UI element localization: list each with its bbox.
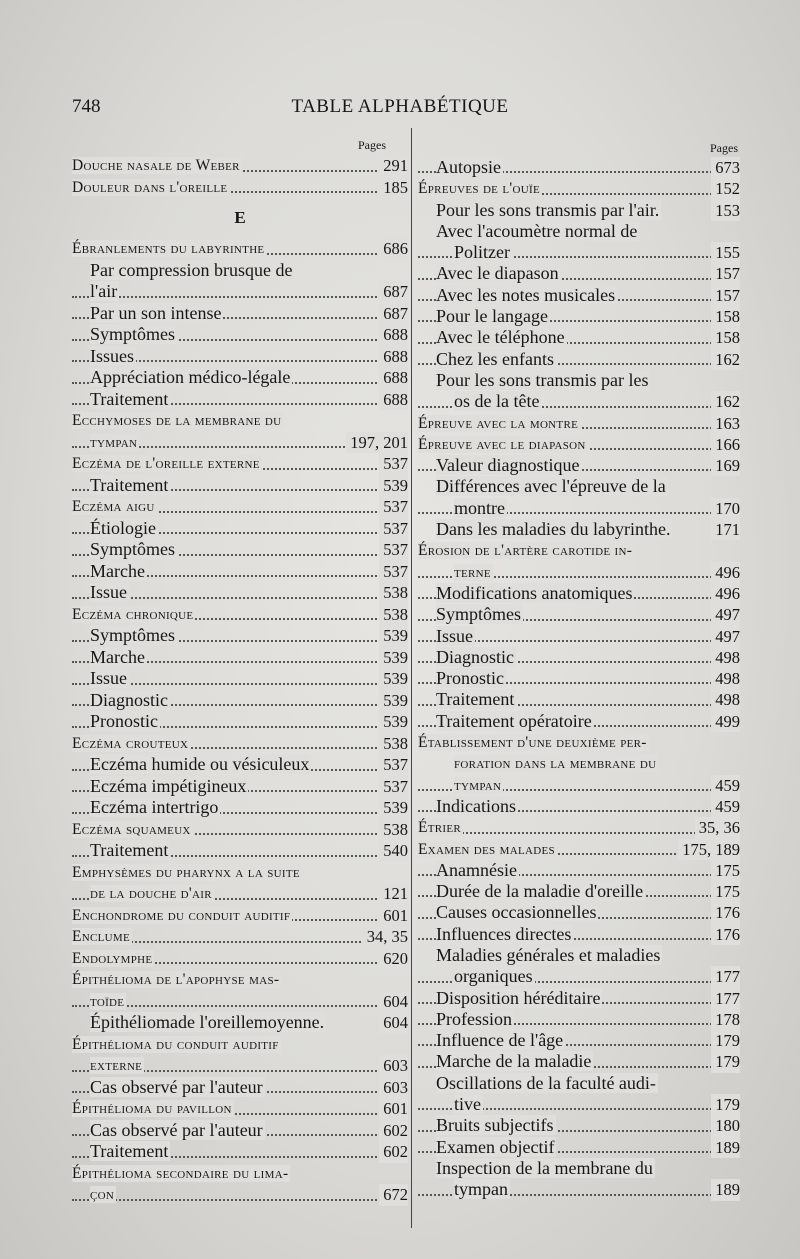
entry-page: 537 xyxy=(379,496,408,518)
index-entry xyxy=(418,1094,740,1115)
index-entry xyxy=(72,1098,408,1120)
entry-label: Avec le téléphone xyxy=(436,327,565,348)
entry-label: Étiologie xyxy=(90,517,156,538)
index-entry xyxy=(72,367,408,389)
entry-label: Épithéliomade l'oreillemoyenne. xyxy=(90,1012,325,1032)
entry-label: Eczéma squameux xyxy=(72,820,191,838)
dot-leader xyxy=(72,1197,408,1201)
entry-page: 687 xyxy=(379,281,408,303)
index-entry xyxy=(72,948,408,970)
entry-label: Par compression brusque de xyxy=(90,259,293,280)
index-entry xyxy=(418,924,740,945)
entry-label: Douche nasale de Weber xyxy=(72,157,240,174)
index-entry xyxy=(72,1141,408,1163)
index-entry xyxy=(72,604,408,626)
entry-label: Marche de la maladie xyxy=(436,1051,592,1072)
entry-page: 539 xyxy=(379,711,408,733)
entry-page: 179 xyxy=(711,1094,740,1115)
entry-page: 603 xyxy=(379,1055,408,1077)
entry-label: Avec l'acoumètre normal de xyxy=(436,220,638,241)
entry-label: Modifications anatomiques xyxy=(436,582,633,603)
entry-label: tive xyxy=(454,1094,481,1115)
entry-page: 180 xyxy=(711,1115,740,1136)
entry-page: 176 xyxy=(711,924,740,945)
entry-label: Épreuves de l'ouïe xyxy=(418,180,540,198)
entry-page: 179 xyxy=(711,1030,740,1051)
entry-label: Examen objectif xyxy=(436,1136,555,1157)
entry-label: tympan xyxy=(454,1179,508,1200)
index-entry xyxy=(72,797,408,819)
entry-label: Issues xyxy=(90,345,134,366)
entry-page: 539 xyxy=(379,625,408,647)
index-entry xyxy=(72,1055,408,1077)
entry-label: Symptômes xyxy=(90,539,176,559)
index-entry xyxy=(418,540,740,561)
entry-label: Enclume xyxy=(72,928,131,945)
entry-page: 498 xyxy=(711,668,740,689)
entry-label: Marche xyxy=(90,560,145,581)
entry-label: Pour le langage xyxy=(436,306,548,327)
index-entry xyxy=(418,668,740,689)
index-entry xyxy=(418,689,740,710)
page-number: 748 xyxy=(72,96,101,117)
entry-page: 291 xyxy=(379,155,408,177)
entry-page: 604 xyxy=(379,1012,408,1034)
entry-page: 603 xyxy=(379,1077,408,1099)
index-entry xyxy=(418,1137,740,1158)
entry-page: 537 xyxy=(379,539,408,561)
entry-page: 189 xyxy=(711,1137,740,1158)
entry-label: Eczéma aigu xyxy=(72,498,155,515)
entry-page: 538 xyxy=(379,604,408,626)
entry-page: 163 xyxy=(711,413,740,434)
entry-label: l'air xyxy=(90,281,118,301)
entry-label: Influence de l'âge xyxy=(436,1030,564,1051)
index-entry xyxy=(72,1163,408,1185)
index-entry xyxy=(72,840,408,862)
index-entry xyxy=(72,690,408,712)
entry-label: Symptômes xyxy=(90,324,176,344)
index-column-left xyxy=(72,135,408,1206)
entry-label: Eczéma chronique xyxy=(72,605,194,623)
entry-label: Dans les maladies du labyrinthe. xyxy=(436,519,671,540)
index-entry xyxy=(72,1012,408,1034)
entry-label: Cas observé par l'auteur xyxy=(90,1076,263,1097)
entry-label: Issue xyxy=(90,668,127,688)
entry-label: Traitement xyxy=(90,388,169,409)
entry-label: Pronostic xyxy=(90,711,159,731)
index-entry xyxy=(72,346,408,368)
index-entry xyxy=(418,604,740,625)
index-entry xyxy=(72,711,408,733)
index-entry xyxy=(72,1184,408,1206)
entry-label: Épreuve avec le diapason xyxy=(418,435,586,453)
entry-label: Oscillations de la faculté audi- xyxy=(436,1072,656,1093)
entry-page: 175 xyxy=(711,860,740,881)
entry-label: os de la tête xyxy=(454,391,540,412)
index-entry xyxy=(72,389,408,411)
entry-label: Eczéma crouteux xyxy=(72,734,189,752)
index-entry xyxy=(418,817,740,838)
entry-label: çon xyxy=(90,1186,115,1203)
entry-label: Douleur dans l'oreille xyxy=(72,178,228,196)
index-entry xyxy=(418,498,740,519)
entry-page: 497 xyxy=(711,626,740,647)
index-entry xyxy=(418,370,740,391)
entry-label: Symptômes xyxy=(90,625,176,645)
index-list-right xyxy=(418,157,740,1201)
index-entry xyxy=(418,1158,740,1179)
index-entry xyxy=(72,238,408,260)
entry-label: Autopsie xyxy=(436,157,501,177)
index-entry xyxy=(72,1120,408,1142)
index-entry xyxy=(418,306,740,327)
entry-label: Cas observé par l'auteur xyxy=(90,1119,263,1140)
entry-page: 121 xyxy=(379,883,408,905)
index-entry xyxy=(418,881,740,902)
entry-page: 158 xyxy=(711,306,740,327)
entry-label: externe xyxy=(90,1057,143,1074)
entry-label: Par un son intense xyxy=(90,302,222,323)
index-entry xyxy=(72,324,408,346)
index-entry xyxy=(72,625,408,647)
entry-page: 537 xyxy=(379,776,408,798)
entry-page: 157 xyxy=(711,263,740,284)
index-entry xyxy=(418,1073,740,1094)
entry-page: 171 xyxy=(711,519,740,540)
index-entry xyxy=(72,281,408,303)
entry-page: 497 xyxy=(711,604,740,625)
index-list-left xyxy=(72,155,408,1206)
entry-label: Différences avec l'épreuve de la xyxy=(436,476,666,497)
index-entry xyxy=(72,668,408,690)
index-entry xyxy=(72,1034,408,1056)
entry-label: Inspection de la membrane du xyxy=(436,1157,653,1178)
index-entry xyxy=(72,410,408,432)
entry-page: 498 xyxy=(711,689,740,710)
entry-page: 499 xyxy=(711,711,740,732)
entry-page: 178 xyxy=(711,1009,740,1030)
entry-label: Politzer xyxy=(454,242,510,263)
entry-label: Traitement xyxy=(90,474,169,495)
entry-label: Emphysèmes du pharynx a la suite xyxy=(72,863,300,881)
entry-label: Pour les sons transmis par les xyxy=(436,369,649,390)
entry-page: 601 xyxy=(379,905,408,927)
index-entry xyxy=(418,902,740,923)
index-entry xyxy=(418,157,740,178)
entry-page: 538 xyxy=(379,819,408,841)
entry-page: 688 xyxy=(379,346,408,368)
entry-label: Appréciation médico-légale xyxy=(90,367,291,387)
entry-page: 170 xyxy=(711,498,740,519)
entry-page: 539 xyxy=(379,797,408,819)
entry-label: Étrier xyxy=(418,819,462,837)
index-entry xyxy=(418,860,740,881)
entry-page: 169 xyxy=(711,455,740,476)
entry-page: 166 xyxy=(711,434,740,455)
index-entry xyxy=(418,221,740,242)
entry-page: 537 xyxy=(379,518,408,540)
entry-page: 688 xyxy=(379,389,408,411)
entry-page: 153 xyxy=(711,200,740,221)
entry-page: 177 xyxy=(711,988,740,1009)
entry-label: Avec le diapason xyxy=(436,263,559,284)
pages-heading-right: Pages xyxy=(710,141,738,155)
index-entry xyxy=(418,945,740,966)
index-entry xyxy=(72,155,408,177)
index-entry xyxy=(72,177,408,199)
index-entry xyxy=(418,988,740,1009)
index-entry xyxy=(72,582,408,604)
entry-page: 672 xyxy=(379,1184,408,1206)
entry-label: Symptômes xyxy=(436,604,522,625)
entry-page: 539 xyxy=(379,690,408,712)
entry-label: Épreuve avec la montre xyxy=(418,414,579,432)
entry-page: 496 xyxy=(711,583,740,604)
index-entry xyxy=(418,327,740,348)
index-entry xyxy=(418,1009,740,1030)
entry-label: Profession xyxy=(436,1008,512,1029)
entry-page: 537 xyxy=(379,453,408,475)
entry-label: Diagnostic xyxy=(436,646,514,667)
page-header xyxy=(0,96,800,126)
index-entry xyxy=(72,819,408,841)
entry-page: 686 xyxy=(379,238,408,260)
entry-label: Traitement xyxy=(436,689,515,710)
index-entry xyxy=(72,539,408,561)
index-entry xyxy=(72,432,408,454)
entry-label: Issue xyxy=(436,625,473,646)
entry-page: 185 xyxy=(379,177,408,199)
index-entry xyxy=(418,562,740,583)
index-entry xyxy=(418,711,740,732)
index-entry xyxy=(72,475,408,497)
entry-page: 459 xyxy=(711,775,740,796)
entry-label: Eczéma de l'oreille externe xyxy=(72,455,260,472)
entry-label: Maladies générales et maladies xyxy=(436,944,661,965)
entry-page: 175, 189 xyxy=(678,839,740,860)
entry-label: Épithélioma de l'apophyse mas- xyxy=(72,971,280,988)
entry-page: 176 xyxy=(711,902,740,923)
entry-label: Traitement opératoire xyxy=(436,710,592,731)
index-entry xyxy=(418,626,740,647)
entry-label: Influences directes xyxy=(436,923,572,944)
entry-label: foration dans la membrane du xyxy=(454,755,657,773)
entry-page: 498 xyxy=(711,647,740,668)
index-entry xyxy=(418,413,740,434)
entry-page: 197, 201 xyxy=(346,432,408,454)
entry-page: 539 xyxy=(379,668,408,690)
entry-page: 602 xyxy=(379,1120,408,1142)
entry-label: Marche xyxy=(90,646,145,667)
index-entry xyxy=(72,561,408,583)
entry-label: Bruits subjectifs xyxy=(436,1115,554,1136)
entry-page: 673 xyxy=(711,157,740,178)
index-entry xyxy=(418,753,740,774)
index-entry xyxy=(72,862,408,884)
entry-page: 537 xyxy=(379,754,408,776)
entry-label: tympan xyxy=(90,433,138,451)
entry-page: 496 xyxy=(711,562,740,583)
section-letter: E xyxy=(234,208,246,227)
entry-page: 602 xyxy=(379,1141,408,1163)
entry-label: Ébranlements du labyrinthe xyxy=(72,240,265,257)
entry-page: 537 xyxy=(379,561,408,583)
index-entry xyxy=(72,453,408,475)
entry-page: 34, 35 xyxy=(363,926,408,948)
entry-label: terne xyxy=(454,563,491,581)
index-entry xyxy=(418,1051,740,1072)
entry-label: Anamnésie xyxy=(436,859,517,880)
entry-page: 540 xyxy=(379,840,408,862)
index-entry xyxy=(418,200,740,221)
entry-label: Ecchymoses de la membrane du xyxy=(72,412,282,429)
entry-page: 687 xyxy=(379,303,408,325)
entry-page: 158 xyxy=(711,327,740,348)
entry-label: Établissement d'une deuxième per- xyxy=(418,734,647,752)
index-entry xyxy=(418,647,740,668)
index-entry xyxy=(418,476,740,497)
index-entry xyxy=(418,242,740,263)
entry-page: 604 xyxy=(379,991,408,1013)
index-entry xyxy=(418,391,740,412)
entry-label: de la douche d'air xyxy=(90,885,212,902)
entry-label: toïde xyxy=(90,992,125,1010)
entry-label: Pronostic xyxy=(436,668,505,689)
index-entry xyxy=(418,349,740,370)
index-entry xyxy=(418,178,740,199)
entry-page: 175 xyxy=(711,881,740,902)
entry-label: Chez les enfants xyxy=(436,348,554,369)
page-title: TABLE ALPHABÉTIQUE xyxy=(291,96,509,117)
index-entry xyxy=(72,733,408,755)
entry-label: Enchondrome du conduit auditif xyxy=(72,906,291,924)
index-entry xyxy=(72,496,408,518)
entry-label: organiques xyxy=(454,966,533,987)
index-entry xyxy=(418,966,740,987)
entry-label: Eczéma intertrigo xyxy=(90,797,219,817)
index-entry xyxy=(418,1030,740,1051)
entry-page: 459 xyxy=(711,796,740,817)
entry-page: 538 xyxy=(379,733,408,755)
index-entry xyxy=(418,732,740,753)
entry-label: Pour les sons transmis par l'air. xyxy=(436,199,660,220)
entry-label: Érosion de l'artère carotide in- xyxy=(418,542,633,560)
entry-label: Diagnostic xyxy=(90,689,168,710)
index-entry xyxy=(418,1179,740,1200)
entry-page: 601 xyxy=(379,1098,408,1120)
entry-page: 152 xyxy=(711,178,740,199)
entry-page: 162 xyxy=(711,349,740,370)
entry-page: 189 xyxy=(711,1179,740,1200)
index-column-right xyxy=(418,135,740,1201)
index-entry xyxy=(72,303,408,325)
index-entry xyxy=(418,285,740,306)
entry-page: 688 xyxy=(379,324,408,346)
entry-label: Épithélioma du conduit auditif xyxy=(72,1035,279,1053)
entry-label: Traitement xyxy=(90,1141,169,1161)
entry-page: 177 xyxy=(711,966,740,987)
entry-label: Issue xyxy=(90,582,127,602)
index-entry xyxy=(418,519,740,540)
entry-label: Épithélioma secondaire du lima- xyxy=(72,1164,289,1182)
index-entry xyxy=(72,647,408,669)
entry-label: Traitement xyxy=(90,840,169,860)
entry-label: tympan xyxy=(454,776,502,794)
index-entry xyxy=(72,1077,408,1099)
entry-label: Eczéma humide ou vésiculeux xyxy=(90,754,310,774)
index-entry xyxy=(418,434,740,455)
dot-leader xyxy=(72,294,408,298)
index-entry xyxy=(418,583,740,604)
entry-label: Durée de la maladie d'oreille xyxy=(436,881,644,902)
entry-page: 155 xyxy=(711,242,740,263)
entry-page: 538 xyxy=(379,582,408,604)
index-entry xyxy=(418,1115,740,1136)
index-entry xyxy=(72,883,408,905)
index-entry xyxy=(72,926,408,948)
entry-label: Indications xyxy=(436,795,516,816)
entry-page: 35, 36 xyxy=(695,817,740,838)
column-divider xyxy=(411,128,412,1228)
entry-label: Avec les notes musicales xyxy=(436,284,616,305)
entry-page: 539 xyxy=(379,647,408,669)
entry-page: 162 xyxy=(711,391,740,412)
entry-label: montre xyxy=(454,497,505,518)
entry-page: 620 xyxy=(379,948,408,970)
entry-label: Disposition héréditaire xyxy=(436,987,601,1008)
index-entry xyxy=(418,796,740,817)
index-entry xyxy=(418,263,740,284)
entry-label: Eczéma impétigineux xyxy=(90,775,247,796)
dot-leader xyxy=(418,830,740,834)
index-entry xyxy=(418,775,740,796)
entry-page: 179 xyxy=(711,1051,740,1072)
index-entry xyxy=(72,905,408,927)
index-entry xyxy=(72,754,408,776)
index-entry xyxy=(72,991,408,1013)
index-entry xyxy=(72,260,408,282)
entry-label: Examen des malades xyxy=(418,840,555,858)
entry-page: 688 xyxy=(379,367,408,389)
entry-page: 539 xyxy=(379,475,408,497)
entry-page: 157 xyxy=(711,285,740,306)
index-entry xyxy=(72,776,408,798)
entry-label: Causes occasionnelles xyxy=(436,902,597,923)
index-entry xyxy=(418,839,740,860)
entry-label: Endolymphe xyxy=(72,949,153,967)
index-entry xyxy=(72,969,408,991)
entry-label: Épithélioma du pavillon xyxy=(72,1100,232,1117)
index-entry xyxy=(72,518,408,540)
pages-heading-left: Pages xyxy=(358,138,386,152)
entry-label: Valeur diagnostique xyxy=(436,455,580,476)
index-entry xyxy=(418,455,740,476)
